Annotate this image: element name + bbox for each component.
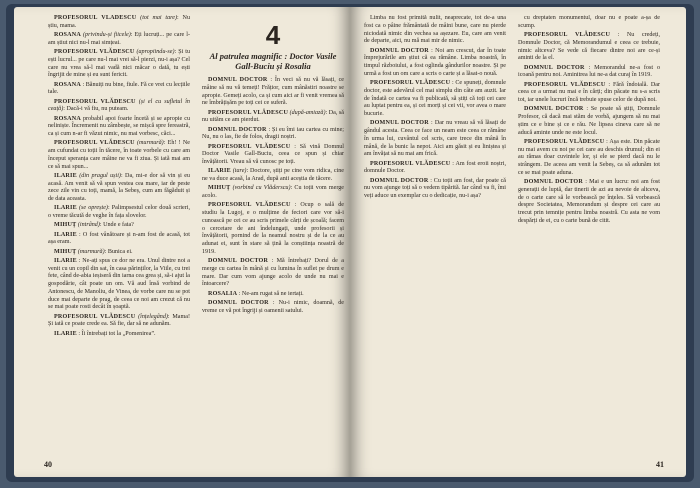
stage-direction: (tot mai tare) xyxy=(140,15,178,21)
speaker-name: ROSALIA xyxy=(208,290,238,297)
speaker-name: MIHUȚ xyxy=(54,222,77,229)
speaker-name: MIHUȚ xyxy=(208,185,231,192)
dialogue-text: : Ne-am rugat să ne iertați. xyxy=(238,290,304,297)
speaker-name: PROFESORUL VLĂDESCU xyxy=(208,202,291,209)
dialogue-paragraph xyxy=(518,32,660,63)
stage-direction: (privindu-și fiicele) xyxy=(83,32,131,38)
dialogue-paragraph xyxy=(202,291,344,299)
dialogue-text: : Ne-ați spus ce dor ne era. Unul dintre noi a venit cu un copil din sat, în casa părinților, la Viile, cu trei fete, când de-abia ieșiseră din iarna cea grea și, să-i ajut la gospodărie, cât poate un om. Vă aud însă vorbind de Antonescu, de Manoliu, de Vinea, de vorbe care nu se pot duce mai departe de prag, de ceea ce noi am crezut că nu se mai poate rosti decât în șoaptă. xyxy=(48,257,190,311)
book xyxy=(6,4,694,482)
dialogue-text: : Cu toții am fost, dar poate că nu vom ajunge toți să o vedem tipărită. Iar când va fi, îmi veți aduce un exemplar cu o dedicație, nu-i așa? xyxy=(364,177,506,199)
dialogue-text: : Palimpsestul celor două scrieri, o vreme tăcută de veghe în fața slovelor. xyxy=(48,205,190,219)
dialogue-text: : Dar nu vreau să vă lăsați de gândul acesta. Ceea ce face un neam este ceea ce rămâne în urma lui, cuvântul cel scris, care trece din mână în mână, de la bunic la nepot. Aici am găsit și eu liniștea și am învățat să nu mai am frică. xyxy=(364,120,506,158)
speaker-name: MIHUȚ xyxy=(54,248,77,255)
speaker-name: PROFESORUL VLĂDESCU xyxy=(524,32,611,38)
stage-direction: (apropiindu-se) xyxy=(136,49,175,55)
right-page-column-1 xyxy=(364,15,506,455)
speaker-name: DOMNUL DOCTOR xyxy=(208,77,268,83)
dialogue-paragraph xyxy=(202,202,344,256)
dialogue-text: : Bănuiți nu bine, fiule. Fă ce vrei cu lecțiile tale. xyxy=(48,81,190,96)
speaker-name: PROFESORUL VLĂDESCU xyxy=(54,49,135,55)
dialogue-text: : Memorandul ne-a fost o icoană pentru noi. Aminitrea lui ne-a dat curaj în 1919. xyxy=(518,64,660,79)
speaker-name: DOMNUL DOCTOR xyxy=(208,126,267,133)
speaker-name: PROFESORUL VLĂDESCU xyxy=(54,15,137,21)
speaker-name: ILARIE xyxy=(208,168,231,175)
dialogue-paragraph xyxy=(48,232,190,248)
dialogue-text: : Noi am crescut, dar în toate împrejurările am știut că ea rămâne. Limba noastră, în timpul războiului, a fost oglinda gândurilor noastre. Și pe urmă a fost un om care a scris o carte și a lăsat-o nouă. xyxy=(364,47,506,77)
speaker-name: DOMNUL DOCTOR xyxy=(208,258,269,264)
dialogue-paragraph xyxy=(364,15,506,46)
stage-direction: (intrând) xyxy=(77,222,100,229)
dialogue-paragraph xyxy=(518,139,660,178)
dialogue-paragraph xyxy=(48,205,190,221)
page-number-left: 40 xyxy=(44,460,52,469)
dialogue-text: : Unde e fata? xyxy=(99,222,134,229)
speaker-name: PROFESORUL VLĂDESCU xyxy=(54,98,136,105)
dialogue-text: : Da, să nu uităm ce am pierdut. xyxy=(202,109,344,124)
speaker-name: PROFESORUL VLĂDESCU xyxy=(208,143,291,150)
stage-direction: (murmură) xyxy=(77,248,105,255)
dialogue-text: : Nu știu, mama. xyxy=(48,15,190,29)
dialogue-paragraph xyxy=(48,49,190,80)
dialogue-paragraph xyxy=(202,185,344,201)
dialogue-text: : Mama! Și iată ce poate crede ea. Să fie, dar să ne adunăm. xyxy=(48,313,190,328)
dialogue-text: : În veci să nu vă lăsați, ce mâine să nu vă temeți! Frățior, cum mânăstiri noastre se apropie. Gemeți acolo, ca și cum aici ar fi venit vremea să ne îmbrățișăm pe toți cei ce suferă. xyxy=(202,77,344,107)
dialogue-paragraph xyxy=(48,331,190,339)
speaker-name: DOMNUL DOCTOR xyxy=(524,106,584,113)
dialogue-paragraph xyxy=(202,300,344,316)
dialogue-text: Limba nu fost primită nulit, neaprecate, tot de-a una fost ca o pâine frământată de mâini bune, care nu pierde niciodată nimic din vechea sa așezare. Eu, care am venit de departe, aici, nu mă mai mir de nimic. xyxy=(364,15,506,45)
speaker-name: ROSANA xyxy=(54,81,81,88)
dialogue-text: cu dreptaten monumentul, doar nu e poate a-șa de scump. xyxy=(518,15,660,29)
speaker-name: ILARIE xyxy=(54,257,77,264)
dialogue-paragraph xyxy=(48,116,190,139)
stage-direction: (după-amiază) xyxy=(289,109,326,116)
dialogue-paragraph xyxy=(202,77,344,108)
dialogue-paragraph xyxy=(48,82,190,98)
speaker-name: ILARIE xyxy=(54,172,77,179)
stage-direction: (tare) xyxy=(232,168,247,175)
speaker-name: ILARIE xyxy=(54,205,77,212)
chapter-title: Al patrulea magnific : Doctor Vasile Gall-Buciu și Rosalia xyxy=(209,51,337,71)
left-page xyxy=(14,7,350,477)
speaker-name: PROFESORUL VLĂDESCU xyxy=(54,140,135,147)
dialogue-text: : Îi întrebați tot la „Pomenirea”. xyxy=(78,330,156,337)
speaker-name: DOMNUL DOCTOR xyxy=(370,120,429,127)
dialogue-paragraph xyxy=(518,179,660,226)
dialogue-text: probabil apoi foarte încetă și se apropie cu neliniște. Încremenit nu zâmbește, se mișcă spre fereastră, ca și cum n-ar fi văzut nimic, nu mai vorbesc, căci... xyxy=(48,115,190,137)
speaker-name: DOMNUL DOCTOR xyxy=(370,177,429,184)
dialogue-paragraph xyxy=(518,106,660,137)
stage-direction: (înțelegând) xyxy=(138,313,168,320)
dialogue-paragraph xyxy=(48,249,190,257)
stage-direction: (și el cu sufletul în ceață) xyxy=(48,98,190,113)
dialogue-text: : Mă întrebați? Dorul de a merge cu cartea în mână și cu lumina în suflet pe drum e mare. Dar cum vom ajunge acolo de unde nu mai e întoarcere? xyxy=(202,258,344,288)
dialogue-text: : Așa este. Din păcate nu mai avem cu noi pe cei care au deschis drumul; din ei au rămas doar cuvintele lor, și ele se pierd dacă nu le strângem. De aceea am venit la Sebeș, ca să adunăm tot ce se mai poate aduna. xyxy=(518,138,660,176)
stage-direction: (din pragul ușii) xyxy=(79,172,121,179)
page-number-right: 41 xyxy=(656,460,664,469)
dialogue-paragraph xyxy=(48,99,190,115)
dialogue-text: : Nu credeți, Domnule Doctor, că Memorandumul e ceea ce trebuie, nimic altceva? Se vede că fiecare dintre noi are ce-și aminti de la el. xyxy=(518,32,660,62)
dialogue-text: : Cu toții vom merge acolo. xyxy=(202,185,344,199)
left-page-column-1 xyxy=(48,15,190,455)
speaker-name: PROFESORUL VLĂDESCU xyxy=(524,81,606,88)
dialogue-text: : Se poate să știți, Domnule Profesor, că dacă mai stăm de vorbă, ajungem să nu mai știm ce e bine și ce e rău. Ne lipsea cineva care să ne aducă aminte unde ne este locul. xyxy=(518,106,660,136)
dialogue-paragraph xyxy=(364,178,506,201)
dialogue-paragraph xyxy=(202,110,344,126)
speaker-name: DOMNUL DOCTOR xyxy=(208,299,269,306)
dialogue-text: : Bunica ei. xyxy=(104,248,133,255)
stage-direction: (se oprește) xyxy=(78,205,108,212)
dialogue-text: : Eh! ! Ne am cufundat cu toții în tăcere, în toate vorbele cu care am început speranța care mâine ne va fi ziua. Și iată mai am ce să mai spun... xyxy=(48,140,190,170)
speaker-name: DOMNUL DOCTOR xyxy=(524,64,585,71)
dialogue-text: : Și eu îmi iau cartea cu mine; Nu, nu o las, fie de folos, dragii noștri. xyxy=(202,126,344,141)
dialogue-text: : Am fost eroii noștri, domnule Doctor. xyxy=(364,160,506,175)
dialogue-paragraph xyxy=(48,15,190,31)
speaker-name: DOMNUL DOCTOR xyxy=(370,47,429,54)
speaker-name: PROFESORUL VLĂDESCU xyxy=(370,80,451,86)
dialogue-paragraph xyxy=(48,32,190,48)
speaker-name: ILARIE xyxy=(54,330,77,337)
speaker-name: PROFESORUL VLĂDESCU xyxy=(54,313,136,320)
dialogue-text: : Doctore, știți pe cine vom ridica, cine ne va duce acasă, la Arad, după anii aceștia de tăcere. xyxy=(202,168,344,182)
chapter-number: 4 xyxy=(265,20,281,50)
dialogue-paragraph xyxy=(518,82,660,105)
dialogue-text: : Nu-i nimic, doamnă, de vreme ce vă pot îngriji și oamenii satului. xyxy=(202,299,344,314)
right-page-column-2 xyxy=(518,15,660,455)
dialogue-text: : Eți lucruți... pe care l-am știut nici nu-l mai simțeai. xyxy=(48,32,190,46)
dialogue-paragraph xyxy=(48,173,190,204)
dialogue-text: : Ce spuneți, domnule doctor, este adevărul cel mai simplu din câte am auzit. Iar de îndată ce cartea va fi publicată, să știți că toți cei care au luptat pentru ea, și cei morți și cei vii, vor avea o mare bucurie. xyxy=(364,80,506,117)
speaker-name: DOMNUL DOCTOR xyxy=(524,179,583,185)
dialogue-paragraph xyxy=(518,65,660,81)
dialogue-paragraph xyxy=(48,140,190,171)
dialogue-paragraph xyxy=(48,222,190,230)
right-page xyxy=(350,7,686,477)
dialogue-paragraph xyxy=(202,144,344,167)
dialogue-paragraph xyxy=(364,80,506,119)
dialogue-paragraph xyxy=(48,258,190,312)
dialogue-text: : Dacă-i vă fiu, nu puteam. xyxy=(63,106,129,113)
dialogue-paragraph xyxy=(364,120,506,159)
dialogue-paragraph xyxy=(364,161,506,177)
dialogue-paragraph xyxy=(364,48,506,79)
dialogue-text: : Să vină Domnul Doctor Vasile Gall-Buciu, ceea ce spun și chiar învățătorii. Vreau să vă cunosc pe toți. xyxy=(202,143,344,165)
dialogue-paragraph xyxy=(48,314,190,330)
dialogue-paragraph xyxy=(518,15,660,31)
speaker-name: ROSANA xyxy=(54,32,81,38)
speaker-name: ILARIE xyxy=(54,231,77,238)
dialogue-paragraph xyxy=(202,258,344,289)
dialogue-text: : Și tu ești lucrul... pe care nu-l mai vrei să-l pierzi, nu-i așa? Cel care nu vrea să-l mai vadă nici măcar o dată, tu ești îngrijit de mine și eu sunt fericit. xyxy=(48,49,190,79)
speaker-name: PROFESORUL VLĂDESCU xyxy=(524,138,605,145)
stage-direction: (vorbind cu Vlăderscu) xyxy=(232,185,291,192)
dialogue-text: : Da, mi-e dor să vin și eu acasă. Am venit să vă spun vestea cea mare, iar de peste zece zile vin cu toți, mamă, la Sebeș, cum am făgăduit și de data aceasta. xyxy=(48,172,190,202)
speaker-name: PROFESORUL VLĂDESCU xyxy=(208,109,289,116)
dialogue-paragraph xyxy=(202,168,344,184)
speaker-name: ROSANA xyxy=(54,115,81,122)
left-page-column-2 xyxy=(202,15,344,455)
dialogue-text: : Mai e un lucru: noi am fost generații de luptă, dar tinerii de azi au nevoie de altceva, de o carte care să le vorbească pe înțeles. Să vorbească despre Societatea, Memorandum și despre cei care au trecut prin temnițe pentru limba noastră. Cu asta ne vom despărți de ei, cu o carte bună de citit. xyxy=(518,179,660,224)
stage-direction: (murmură) xyxy=(136,140,164,147)
dialogue-text: : Fără îndoială. Dar ceea ce a urmat nu mai e în cărți; din păcate nu s-a scris tot, iar unele lucruri încă trebuie spuse celor de după noi. xyxy=(518,81,660,103)
dialogue-text: : O fost vânătoare și n-am fost de acasă, tot așa eram. xyxy=(48,231,190,246)
dialogue-paragraph xyxy=(202,127,344,143)
dialogue-text: : Ocup o sală de studiu la Lugoj, e o mulțime de feciori care vor să-i cunoască pe cei ce au scris primele cărți de școală; facem o cercetare de ani îndelungați, unde profesorii și învățătorii, pornind de la neamul nostru și de la ce au adunat ei, sunt în stare să țină la conștiința noastră de 1919. xyxy=(202,202,344,255)
speaker-name: PROFESORUL VLĂDESCU xyxy=(370,160,451,167)
